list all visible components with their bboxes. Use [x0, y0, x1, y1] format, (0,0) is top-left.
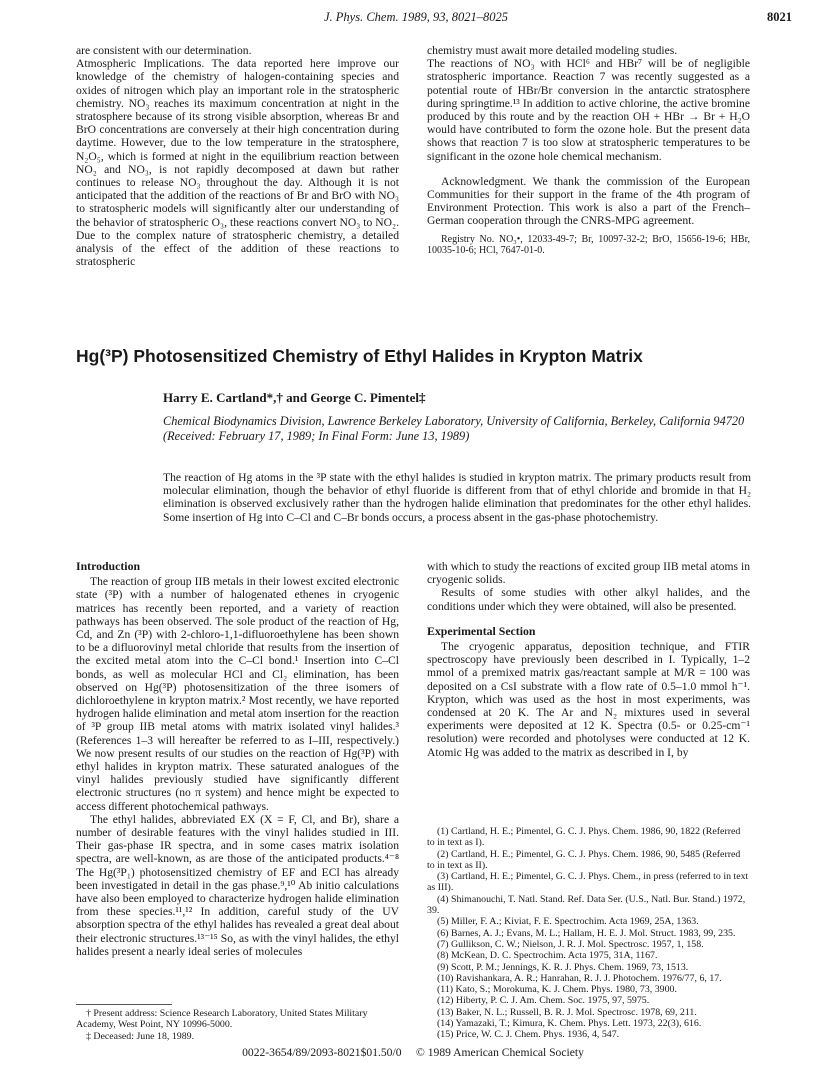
references-list — [427, 826, 750, 1041]
reference-item: (14) Yamazaki, T.; Kimura, K. Chem. Phys. Lett. 1973, 22(3), 616. — [437, 1018, 702, 1030]
reference-item: (1) Cartland, H. E.; Pimentel, G. C. J. Phys. Chem. 1986, 90, 1822 (Referred to in text as I). — [427, 826, 741, 849]
article-title: Hg(³P) Photosensitized Chemistry of Ethyl Halides in Krypton Matrix — [76, 346, 643, 366]
reference-item: (2) Cartland, H. E.; Pimentel, G. C. J. Phys. Chem. 1986, 90, 5485 (Referred to in text as II). — [427, 848, 741, 871]
reference-item: (3) Cartland, H. E.; Pimentel, G. C. J. Phys. Chem., in press (referred to in text as III). — [427, 871, 749, 894]
prev-article-right-column — [427, 44, 750, 257]
body-paragraph: Results of some studies with other alkyl halides, and the conditions under which they were obtained, will also be presented. — [427, 586, 750, 613]
running-header — [40, 10, 792, 28]
body-paragraph: with which to study the reactions of excited group IIB metal atoms in cryogenic solids. — [427, 560, 750, 587]
reference-item: (4) Shimanouchi, T. Natl. Stand. Ref. Data Ser. (U.S., Natl. Bur. Stand.) 1972, 39. — [427, 893, 746, 917]
intro-heading: Introduction — [76, 559, 141, 573]
reference-item: (12) Hiberty, P. C. J. Am. Chem. Soc. 1975, 97, 5975. — [437, 995, 650, 1007]
prev-article-left-column — [76, 44, 399, 268]
article-authors: Harry E. Cartland*,† and George C. Pimentel‡ — [163, 390, 426, 405]
journal-citation: J. Phys. Chem. 1989, 93, 8021–8025 — [323, 10, 508, 24]
reference-item: (6) Barnes, A. J.; Evans, M. L.; Hallam, H. E. J. Mol. Struct. 1983, 99, 235. — [437, 927, 736, 939]
reference-item: (9) Scott, P. M.; Jennings, K. R. J. Phys. Chem. 1969, 73, 1513. — [437, 961, 689, 973]
article-abstract: The reaction of Hg atoms in the ³P state with the ethyl halides is studied in krypton matrix. The primary products result from molecular elimination, though the behavior of ethyl fluoride is different from that of ethyl chloride and bromide in that H₂ elimination is observed exclusively rather than the hydrogen halide elimination that predominates for the other ethyl halides. Some insertion of Hg into C–Cl and C–Br bonds occurs, a process absent in the gas-phase photochemistry. — [163, 471, 751, 524]
intro-paragraph: The reaction of group IIB metals in their lowest excited electronic state (³P) with a number of halogenated ethenes in cryogenic matrices has recently been reported, and a variety of reaction pathways has been observed. The sole product of the reaction of Hg, Cd, and Zn (³P) with 2-chloro-1,1-difluoroethylene has been shown to be a difluorovinyl metal chloride that results from the insertion of the excited metal atom into the C–Cl bond.¹ Insertion into C–Cl bonds, as well as molecular HCl and Cl₂ elimination, has been observed on Hg(³P) photosensitization of the three isomers of dichloroethylene in krypton matrix.² Most recently, we have reported hydrogen halide elimination and metal atom insertion for the reaction of ³P group IIB metal atoms with matrix isolated vinyl halides.³ (References 1–3 will hereafter be referred to as I–III, respectively.) We now present results of our studies on the reaction of Hg(³P) with ethyl halides in krypton matrix. These saturated analogues of the vinyl halides previously studied have significantly different electronic structures (no π system) and hence might be expected to access different photochemical pathways. — [76, 575, 399, 813]
intro-column — [76, 560, 399, 958]
reference-item: (7) Gullikson, C. W.; Nielson, J. R. J. Mol. Spectrosc. 1957, 1, 158. — [437, 938, 704, 950]
page-number: 8021 — [767, 10, 792, 24]
page-footer — [76, 1046, 750, 1059]
article-code: 0022-3654/89/2093-8021$01.50/0 — [242, 1046, 402, 1059]
reference-item: (8) McKean, D. C. Spectrochim. Acta 1975, 31A, 1167. — [437, 950, 658, 962]
author-footnotes — [76, 1004, 399, 1042]
prev-article-right-text: chemistry must await more detailed modeling studies. The reactions of NO₃ with HCl⁶ and HBr⁷ will be of negligible stratospheric importance. Reaction 7 was recently suggested as a potential route of HBr/Br conversion in the antarctic stratosphere during springtime.¹³ In addition to active chlorine, the active bromine produced by this route and by the reaction OH + HBr → Br + H₂O would have contributed to form the ozone hole. But the present data shows that reaction 7 is too slow at stratospheric temperatures to be significant in the ozone hole chemical mechanism. — [427, 44, 750, 163]
right-body-column — [427, 560, 750, 759]
reference-item: (10) Ravishankara, A. R.; Hanrahan, R. J. J. Photochem. 1976/77, 6, 17. — [437, 972, 722, 984]
experimental-heading: Experimental Section — [427, 623, 536, 638]
experimental-paragraph: The cryogenic apparatus, deposition technique, and FTIR spectroscopy have previously been described in I. Typically, 1–2 mmol of a premixed matrix gas/reactant sample at M/R = 100 was deposited on a CsI substrate with a flow rate of 0.5–1.0 mmol h⁻¹. Krypton, which was used as the host in most experiments, was condensed at 20 K. The Ar and N₂ mixtures used in several experiments were deposited at 12 K. Spectra (0.5- or 0.25-cm⁻¹ resolution) were recorded and photolyses were conducted at 12 K. Atomic Hg was added to the matrix as described in I, by — [427, 640, 750, 759]
reference-item: (11) Kato, S.; Morokuma, K. J. Chem. Phys. 1980, 73, 3900. — [437, 984, 677, 996]
footnote-divider — [76, 1004, 172, 1005]
article-affiliation: Chemical Biodynamics Division, Lawrence Berkeley Laboratory, University of California, Berkeley, California 94720 (Received: February 17, 1989; In Final Form: June 13, 1989) — [163, 414, 745, 443]
prev-article-left-text: are consistent with our determination. Atmospheric Implications. The data reported here improve our knowledge of the chemistry of halogen-containing species and oxides of nitrogen which play an important role in the stratospheric chemistry. NO₃ reaches its maximum concentration at night in the stratosphere because of its strong visible absorption, whereas Br and BrO concentrations are conversely at their high concentration during daytime. However, due to the low temperature in the stratosphere, N₂O₅, which is formed at night in the equilibrium reaction between NO₂ and NO₃, is not rapidly decomposed at dawn but rather continues to release NO₃ throughout the day. Although it is not anticipated that the addition of the reactions of Br and BrO with NO₃ to stratospheric models will significantly alter our understanding of the behavior of stratospheric O₃, these reactions convert NO₃ to NO₂. Due to the complex nature of stratospheric chemistry, a detailed analysis of the effect of the addition of these reactions to stratospheric — [76, 44, 399, 269]
footnote-present-address: † Present address: Science Research Laboratory, United States Military Academy, West Point, NY 10996-5000. — [76, 1008, 368, 1031]
footnote-deceased: ‡ Deceased: June 18, 1989. — [86, 1030, 195, 1042]
copyright-notice: © 1989 American Chemical Society — [416, 1046, 584, 1059]
acknowledgment: Acknowledgment. We thank the commission of the European Communities for their support in the frame of the 4th program of Environment Protection. This work is also a part of the French–German cooperation through the CNRS-MPG agreement. — [427, 174, 750, 228]
intro-paragraph: The ethyl halides, abbreviated EX (X = F, Cl, and Br), share a number of desirable features with the vinyl halides studied in III. Their gas-phase IR spectra, and in some cases matrix isolation spectra, are well-known, as are those of the anticipated products.⁴⁻⁸ The Hg(³P₁) photosensitized chemistry of EF and ECl has already been investigated in detail in the gas phase.⁹,¹⁰ Ab initio calculations have also been employed to characterize hydrogen halide elimination from these species.¹¹,¹² In addition, careful study of the UV absorption spectra of the ethyl halides has revealed a great deal about their electronic structures.¹³⁻¹⁵ So, as with the vinyl halides, the ethyl halides present a nearly ideal series of molecules — [76, 812, 399, 958]
registry-numbers: Registry No. NO₃•, 12033-49-7; Br, 10097-32-2; BrO, 15656-19-6; HBr, 10035-10-6; HCl, 7647-01-0. — [427, 233, 750, 257]
reference-item: (5) Miller, F. A.; Kiviat, F. E. Spectrochim. Acta 1969, 25A, 1363. — [437, 916, 699, 928]
reference-item: (15) Price, W. C. J. Chem. Phys. 1936, 4, 547. — [437, 1029, 620, 1041]
reference-item: (13) Baker, N. L.; Russell, B. R. J. Mol. Spectrosc. 1978, 69, 211. — [437, 1006, 697, 1018]
